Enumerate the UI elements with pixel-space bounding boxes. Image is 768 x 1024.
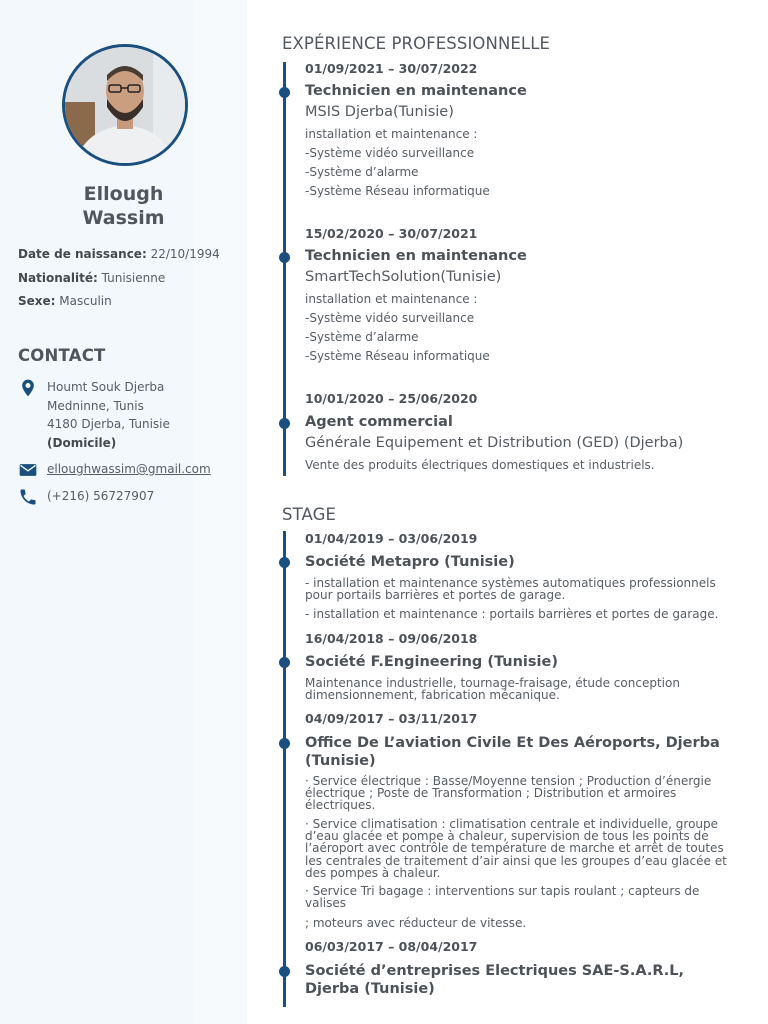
nationality [18, 271, 165, 285]
phone-icon [18, 487, 38, 507]
timeline-dot [279, 87, 290, 98]
stage-paragraph: ; moteurs avec réducteur de vitesse. [305, 916, 527, 930]
experience-description [305, 456, 655, 475]
stage-date: 01/04/2019 – 03/06/2019 [305, 531, 478, 546]
experience-job: Agent commercial [305, 414, 453, 430]
description-line: -Système d’alarme [305, 330, 419, 344]
contact-email[interactable] [47, 460, 211, 479]
experience-date: 10/01/2020 – 25/06/2020 [305, 391, 478, 406]
address-type: (Domicile) [47, 435, 117, 450]
experience-title: EXPÉRIENCE PROFESSIONNELLE [282, 34, 551, 53]
envelope-icon [18, 460, 38, 480]
last-name: Wassim [82, 207, 165, 229]
experience-company: SmartTechSolution(Tunisie) [305, 269, 502, 285]
description-line: -Système Réseau informatique [305, 349, 490, 363]
contact-phone: (+216) 56727907 [47, 489, 155, 503]
birth-date [18, 247, 220, 261]
stage-company: Société F.Engineering (Tunisie) [305, 654, 558, 670]
experience-date: 15/02/2020 – 30/07/2021 [305, 226, 478, 241]
address-line: Medninne, Tunis [47, 398, 144, 413]
stage-timeline [283, 531, 286, 1007]
description-line: installation et maintenance : [305, 292, 478, 306]
stage-paragraph: · Service électrique : Basse/Moyenne tension ; Production d’énergie électrique ; Poste de Transformation ; Distribution et armoires électriques. [305, 774, 712, 813]
stage-date: 06/03/2017 – 08/04/2017 [305, 939, 478, 954]
timeline-dot [279, 557, 290, 568]
experience-job: Technicien en maintenance [305, 83, 527, 99]
stage-paragraph: · Service climatisation : climatisation centrale et individuelle, groupe d’eau glacée et pompe à chaleur, supervision de tous les points de l’aéroport avec contrôle de température de marche et arrêt de toutes les centrales de traitement d’air ainsi que les groupes d’eau glacée et des pompes à chaleur. [305, 817, 727, 880]
experience-company: Générale Equipement et Distribution (GED) (Djerba) [305, 435, 684, 451]
stage-date: 16/04/2018 – 09/06/2018 [305, 631, 478, 646]
experience-company: MSIS Djerba(Tunisie) [305, 104, 454, 120]
profile-name [0, 182, 247, 230]
timeline-dot [279, 418, 290, 429]
description-line: -Système d’alarme [305, 165, 419, 179]
experience-description [305, 290, 490, 366]
experience-date: 01/09/2021 – 30/07/2022 [305, 61, 478, 76]
description-line: -Système vidéo surveillance [305, 146, 475, 160]
contact-address [47, 378, 170, 452]
timeline-dot [279, 657, 290, 668]
sex-label: Sexe: [18, 294, 56, 308]
stage-paragraph: - installation et maintenance : portails barrières et portes de garage. [305, 607, 719, 621]
nationality-value: Tunisienne [101, 271, 166, 285]
timeline-dot [279, 738, 290, 749]
sex [18, 294, 112, 308]
address-line: Houmt Souk Djerba [47, 380, 165, 394]
experience-description [305, 125, 490, 201]
stage-company: Société d’entreprises Electriques SAE-S.A.R.L, Djerba (Tunisie) [305, 963, 685, 997]
description-line: -Système vidéo surveillance [305, 311, 475, 325]
email-link[interactable]: elloughwassim@gmail.com [47, 462, 211, 476]
timeline-dot [279, 252, 290, 263]
birth-value: 22/10/1994 [150, 247, 220, 261]
birth-label: Date de naissance: [18, 247, 147, 261]
stage-title: STAGE [282, 505, 336, 524]
contact-title: CONTACT [18, 346, 106, 365]
timeline-dot [279, 966, 290, 977]
nationality-label: Nationalité: [18, 271, 98, 285]
description-line: installation et maintenance : [305, 127, 478, 141]
stage-paragraph: Maintenance industrielle, tournage-fraisage, étude conception dimensionnement, fabrication mécanique. [305, 676, 680, 703]
sidebar-shade [193, 0, 247, 1024]
sex-value: Masculin [59, 294, 112, 308]
location-pin-icon [18, 378, 38, 398]
address-line: 4180 Djerba, Tunisie [47, 417, 170, 431]
first-name: Ellough [83, 183, 164, 205]
stage-paragraph: · Service Tri bagage : interventions sur tapis roulant ; capteurs de valises [305, 884, 700, 911]
stage-paragraph: - installation et maintenance systèmes automatiques professionnels pour portails barrières et portes de garage. [305, 576, 716, 603]
sidebar [0, 0, 247, 1024]
experience-job: Technicien en maintenance [305, 248, 527, 264]
description-line: -Système Réseau informatique [305, 184, 490, 198]
experience-timeline [283, 62, 286, 476]
stage-company: Office De L’aviation Civile Et Des Aéroports, Djerba (Tunisie) [305, 735, 720, 769]
description-line: Vente des produits électriques domestiques et industriels. [305, 458, 655, 472]
stage-date: 04/09/2017 – 03/11/2017 [305, 711, 478, 726]
profile-photo [62, 44, 188, 166]
stage-company: Société Metapro (Tunisie) [305, 554, 515, 570]
